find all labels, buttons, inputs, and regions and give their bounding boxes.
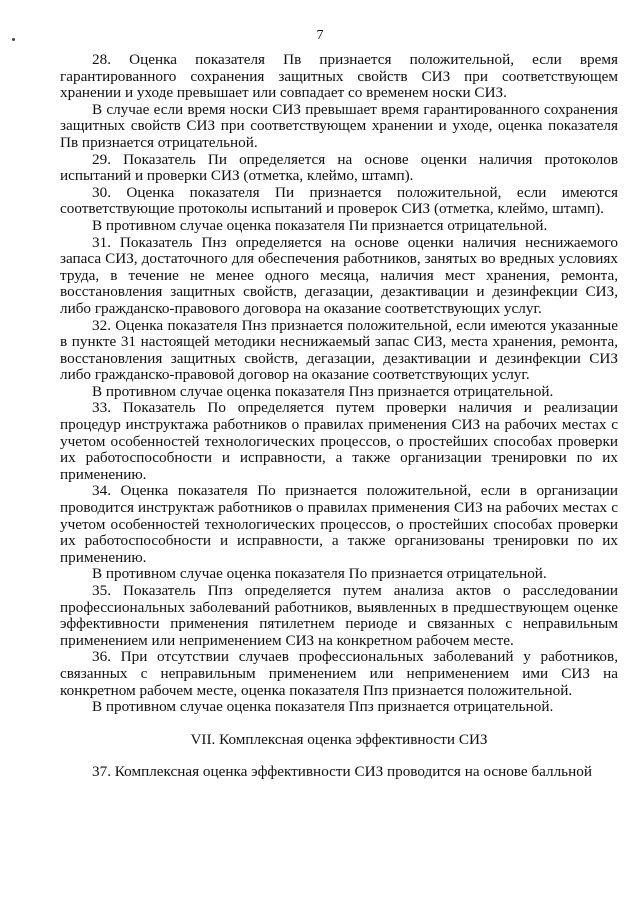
paragraph-37: 37. Комплексная оценка эффективности СИЗ проводится на основе балльной: [92, 763, 592, 781]
paragraph-28: 28. Оценка показателя Пв признается положительной, если время гарантированного сохранения защитных свойств СИЗ при соответствующем хранении и уходе превышает или совпадает со временем носки СИЗ.: [60, 51, 618, 102]
paragraph-30: 30. Оценка показателя Пи признается положительной, если имеются соответствующие протоколы испытаний и проверок СИЗ (отметка, клеймо, штамп).: [60, 183, 618, 218]
document-body: [60, 52, 618, 781]
paragraph-31: 31. Показатель Пнз определяется на основе оценки наличия неснижаемого запаса СИЗ, достаточного для обеспечения работников, занятых во вредных условиях труда, в течение не менее одного месяца, наличия мест хранения, ремонта, восстановления защитных свойств, дегазации, дезактивации и дезинфекции СИЗ, либо гражданско-правового договора на оказание соответствующих услуг.: [60, 233, 618, 317]
paragraph-36-negative: В противном случае оценка показателя Ппз признается отрицательной.: [92, 698, 554, 716]
paragraph-33: 33. Показатель По определяется путем проверки наличия и реализации процедур инструктажа работников о правилах применения СИЗ на рабочих местах с учетом особенностей технологических процессов, о простейших способах проверки их работоспособности и исправности, а также организации тренировки по их применению.: [60, 399, 618, 483]
paragraph-32: 32. Оценка показателя Пнз признается положительной, если имеются указанные в пункте 31 настоящей методики неснижаемый запас СИЗ, места хранения, ремонта, восстановления защитных свойств, дегазации, дезактивации и дезинфекции СИЗ либо гражданско-правовой договор на оказание соответствующих услуг.: [60, 316, 618, 384]
paragraph-29: 29. Показатель Пи определяется на основе оценки наличия протоколов испытаний и проверки СИЗ (отметка, клеймо, штамп).: [60, 150, 618, 185]
paragraph-34-negative: В противном случае оценка показателя По признается отрицательной.: [92, 565, 547, 583]
paragraph-30-negative: В противном случае оценка показателя Пи признается отрицательной.: [92, 216, 548, 234]
page-number: 7: [316, 28, 324, 43]
section-heading: VII. Комплексная оценка эффективности СИЗ: [190, 730, 488, 748]
paragraph-34: 34. Оценка показателя По признается положительной, если в организации проводится инструктаж работников о правилах применения СИЗ на рабочих местах с учетом особенностей технологических процессов, о простейших способах проверки их работоспособности и исправности, а также организованы тренировки по их применению.: [60, 482, 618, 566]
paragraph-32-negative: В противном случае оценка показателя Пнз признается отрицательной.: [92, 382, 554, 400]
paragraph-35: 35. Показатель Ппз определяется путем анализа актов о расследовании профессиональных заболеваний работников, выявленных в предшествующем оценке эффективности применения пятилетнем периоде и связанных с неправильным применением или неприменением СИЗ на конкретном рабочем месте.: [60, 582, 618, 649]
paragraph-28-negative: В случае если время носки СИЗ превышает время гарантированного сохранения защитных свойств СИЗ при соответствующем хранении и уходе, оценка показателя Пв признается отрицательной.: [60, 100, 618, 151]
paragraph-36: 36. При отсутствии случаев профессиональных заболеваний у работников, связанных с неправильным применением или неприменением ими СИЗ на конкретном рабочем месте, оценка показателя Ппз признается положительной.: [60, 648, 618, 699]
